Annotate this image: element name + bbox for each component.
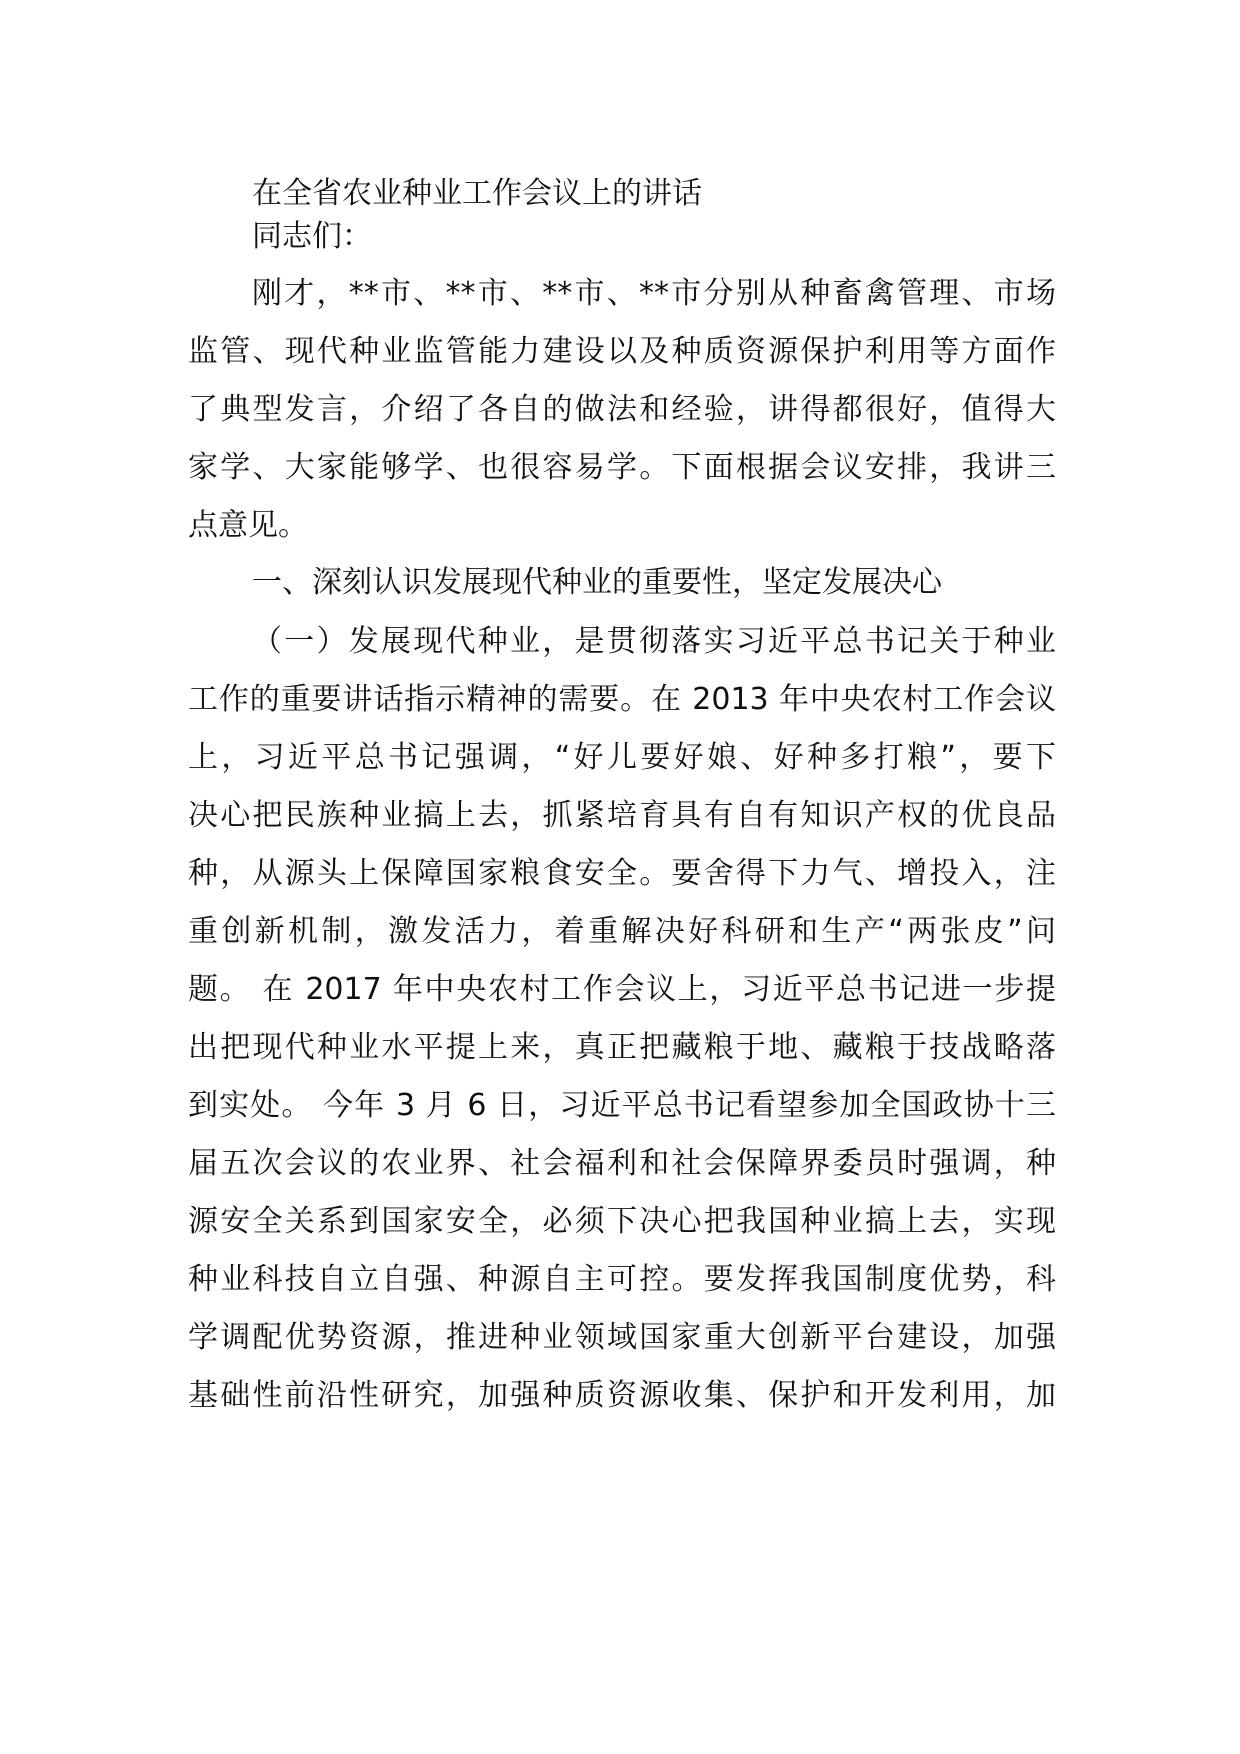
paragraph-line: 出把现代种业水平提上来，真正把藏粮于地、藏粮于技战略落 — [188, 1030, 1056, 1065]
speech-title: 在全省农业种业工作会议上的讲话 — [252, 176, 702, 211]
paragraph-line: 刚才，**市、**市、**市、**市分别从种畜禽管理、市场 — [252, 276, 1056, 311]
paragraph-line: 学调配优势资源，推进种业领域国家重大创新平台建设，加强 — [188, 1320, 1056, 1355]
paragraph-line: 重创新机制，激发活力，着重解决好科研和生产“两张皮”问 — [188, 914, 1056, 949]
paragraph-line: 届五次会议的农业界、社会福利和社会保障界委员时强调，种 — [188, 1146, 1056, 1181]
paragraph-line: 上，习近平总书记强调，“好儿要好娘、好种多打粮”，要下 — [188, 740, 1056, 775]
paragraph-line: 监管、现代种业监管能力建设以及种质资源保护利用等方面作 — [188, 334, 1056, 369]
paragraph-line: 点意见。 — [188, 508, 308, 543]
paragraph-line: 到实处。 今年 3 月 6 日，习近平总书记看望参加全国政协十三 — [188, 1088, 1056, 1123]
salutation: 同志们： — [252, 219, 372, 254]
paragraph-line: 种业科技自立自强、种源自主可控。要发挥我国制度优势，科 — [188, 1262, 1056, 1297]
paragraph-line: 决心把民族种业搞上去，抓紧培育具有自有知识产权的优良品 — [188, 798, 1056, 833]
paragraph-line: 源安全关系到国家安全，必须下决心把我国种业搞上去，实现 — [188, 1204, 1056, 1239]
paragraph-line: 工作的重要讲话指示精神的需要。在 2013 年中央农村工作会议 — [188, 682, 1056, 717]
paragraph-line: （一）发展现代种业，是贯彻落实习近平总书记关于种业 — [252, 624, 1056, 659]
section-heading: 一、深刻认识发展现代种业的重要性，坚定发展决心 — [252, 565, 942, 600]
paragraph-line: 家学、大家能够学、也很容易学。下面根据会议安排，我讲三 — [188, 450, 1056, 485]
paragraph-line: 基础性前沿性研究，加强种质资源收集、保护和开发利用，加 — [188, 1378, 1056, 1413]
paragraph-line: 了典型发言，介绍了各自的做法和经验，讲得都很好，值得大 — [188, 392, 1056, 427]
paragraph-line: 种，从源头上保障国家粮食安全。要舍得下力气、增投入，注 — [188, 856, 1056, 891]
paragraph-line: 题。 在 2017 年中央农村工作会议上，习近平总书记进一步提 — [188, 972, 1056, 1007]
